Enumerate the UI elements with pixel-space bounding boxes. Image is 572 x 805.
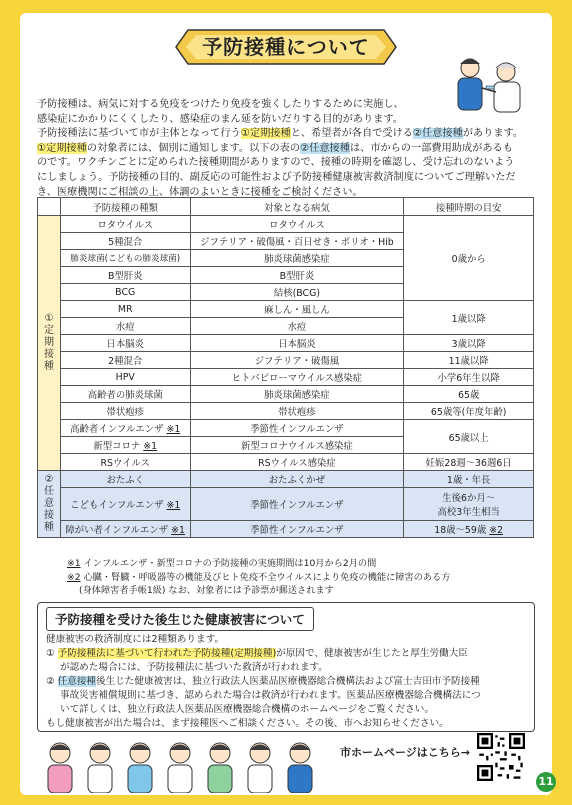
disease-cell: おたふくかぜ xyxy=(190,471,404,488)
group-label-text: ②任意接種 xyxy=(43,474,54,533)
damage-text: が原因で、健康被害が生じたと厚生労働大臣 xyxy=(276,648,468,659)
highlight-regular: ①定期接種 xyxy=(37,142,87,154)
timing-cell: 1歳以降 xyxy=(404,301,534,335)
table-header-row xyxy=(38,198,534,216)
vaccine-cell: HPV xyxy=(60,369,190,386)
damage-line xyxy=(46,633,530,647)
group-label-regular xyxy=(38,216,61,471)
disease-cell: 肺炎球菌感染症 xyxy=(190,250,404,267)
disease-cell: 季節性インフルエンザ xyxy=(190,521,404,538)
vaccine-cell: 5種混合 xyxy=(60,233,190,250)
table-header-blank xyxy=(38,198,61,216)
vaccine-name: 障がい者インフルエンザ xyxy=(65,525,169,536)
vaccine-cell: 高齢者の肺炎球菌 xyxy=(60,386,190,403)
disease-cell: ロタウイルス xyxy=(190,216,404,233)
note-mark: ※1 xyxy=(171,525,185,536)
highlight-regular: 予防接種法に基づいて行われた予防接種(定期接種) xyxy=(57,648,277,659)
intro-text-5: のです。ワクチンごとに定められた接種期間がありますので、接種の時期を確認し、受け忘れのないよう xyxy=(37,157,515,169)
intro-line xyxy=(37,113,537,128)
note-text: (身体障害者手帳1級) なお、対象者には予診票が郵送されます xyxy=(79,585,334,596)
table-notes xyxy=(67,557,537,598)
vaccine-cell: 水痘 xyxy=(60,318,190,335)
table-row xyxy=(38,471,534,488)
staff-figure xyxy=(168,743,192,793)
vaccine-name: 高齢者インフルエンザ xyxy=(70,424,164,435)
intro-text-1: 予防接種は、病気に対する免疫をつけたり免疫を強くしたりするために実施し、 xyxy=(37,99,404,110)
timing-value: 18歳～59歳 xyxy=(434,525,487,536)
intro-line xyxy=(37,98,537,113)
staff-figure xyxy=(288,743,312,793)
damage-text: 健康被害の救済制度には2種類あります。 xyxy=(46,634,225,645)
damage-text: 事故災害補償規則に基づき、認められた場合は救済が行われます。医薬品医療機器総合機構法につ xyxy=(60,690,481,701)
damage-number: ② xyxy=(46,676,58,687)
disease-cell: 水痘 xyxy=(190,318,404,335)
vaccine-cell: おたふく xyxy=(60,471,190,488)
timing-cell xyxy=(404,521,534,538)
disease-cell: B型肝炎 xyxy=(190,267,404,284)
page-title: 予防接種について xyxy=(202,35,370,59)
health-damage-body xyxy=(46,633,530,731)
page-number-badge: 11 xyxy=(536,772,556,792)
health-damage-box xyxy=(37,602,535,732)
vaccine-name: こどもインフルエンザ xyxy=(70,500,164,511)
vaccine-name: 新型コロナ xyxy=(93,441,141,452)
highlight-optional: ②任意接種 xyxy=(300,142,350,154)
table-row xyxy=(38,386,534,403)
note-mark: ※2 xyxy=(67,571,81,583)
intro-line xyxy=(37,156,537,171)
vaccine-cell xyxy=(60,420,190,437)
disease-cell: 新型コロナウイルス感染症 xyxy=(190,437,404,454)
vaccine-cell: 肺炎球菌(こどもの肺炎球菌) xyxy=(60,250,190,267)
staff-figure xyxy=(208,743,232,793)
disease-cell: 季節性インフルエンザ xyxy=(190,488,404,521)
damage-text: が認めた場合には、予防接種法に基づいた救済が行われます。 xyxy=(60,662,328,673)
table-row xyxy=(38,521,534,538)
table-header-timing: 接種時期の目安 xyxy=(404,198,534,216)
highlight-regular: ①定期接種 xyxy=(240,128,291,140)
intro-text xyxy=(37,98,537,200)
note-mark: ※1 xyxy=(166,500,181,511)
note-mark: ※2 xyxy=(489,525,504,536)
intro-text-4a: の対象者には、個別に通知します。以下の表の xyxy=(86,142,301,154)
timing-cell: 65歳等(年度年齢) xyxy=(404,403,534,420)
group-label-optional xyxy=(38,471,61,538)
damage-text: もし健康被害が出た場合は、まず接種医へご相談ください。その後、市へお知らせください。 xyxy=(46,718,449,729)
homepage-link-label[interactable]: 市ホームページはこちら→ xyxy=(340,746,470,759)
note-line xyxy=(67,584,537,598)
vaccine-cell xyxy=(60,437,190,454)
highlight-optional: ②任意接種 xyxy=(412,128,463,140)
timing-cell: 小学6年生以降 xyxy=(404,369,534,386)
intro-line xyxy=(37,171,537,186)
intro-line xyxy=(37,142,537,157)
damage-line xyxy=(46,717,530,731)
intro-text-3a: 予防接種法に基づいて市が主体となって行う xyxy=(37,128,241,140)
intro-text-3c: があります。 xyxy=(462,128,524,140)
note-text: 心臓・腎臓・呼吸器等の機能及びヒト免疫不全ウイルスにより免疫の機能に障害のある方 xyxy=(80,571,451,583)
table-row xyxy=(38,301,534,318)
disease-cell: ヒトパピローマウイルス感染症 xyxy=(190,369,404,386)
damage-text: いて詳しくは、独立行政法人医薬品医療機器総合機構のホームページをご覧ください。 xyxy=(60,704,434,715)
timing-cell: 3歳以降 xyxy=(404,335,534,352)
disease-cell: 帯状疱疹 xyxy=(190,403,404,420)
damage-number: ① xyxy=(46,648,58,659)
table-header-vaccine: 予防接種の種類 xyxy=(60,198,190,216)
damage-line xyxy=(46,703,530,717)
vaccine-cell: 帯状疱疹 xyxy=(60,403,190,420)
damage-line xyxy=(46,689,530,703)
intro-text-2: 感染症にかかりにくくしたり、感染症のまん延を防いだりする目的があります。 xyxy=(37,113,403,125)
highlight-optional: 任意接種 xyxy=(57,676,97,687)
timing-cell: 1歳・年長 xyxy=(404,471,534,488)
table-row xyxy=(38,335,534,352)
damage-text: 後生じた健康被害は、独立行政法人医薬品医療機器総合機構法および富士吉田市予防接種 xyxy=(96,676,480,687)
intro-text-7: き、医療機関にご相談の上、体調のよいときに接種をご検討ください。 xyxy=(37,186,363,198)
damage-line xyxy=(46,647,530,661)
vaccine-cell: BCG xyxy=(60,284,190,301)
timing-cell: 妊娠28週～36週6日 xyxy=(404,454,534,471)
table-row xyxy=(38,369,534,386)
timing-cell: 0歳から xyxy=(404,216,534,301)
table-row xyxy=(38,420,534,437)
disease-cell: 麻しん・風しん xyxy=(190,301,404,318)
disease-cell: ジフテリア・破傷風・百日せき・ポリオ・Hib xyxy=(190,233,404,250)
timing-line: 生後6か月～ xyxy=(442,493,496,504)
disease-cell: 肺炎球菌感染症 xyxy=(190,386,404,403)
vaccine-cell: 日本脳炎 xyxy=(60,335,190,352)
vaccine-cell: MR xyxy=(60,301,190,318)
staff-figure xyxy=(128,743,152,793)
intro-text-3b: と、希望者が各自で受ける xyxy=(290,128,413,140)
page-title-banner xyxy=(174,24,398,70)
disease-cell: 日本脳炎 xyxy=(190,335,404,352)
vaccine-cell xyxy=(60,488,190,521)
disease-cell: ジフテリア・破傷風 xyxy=(190,352,404,369)
table-row xyxy=(38,403,534,420)
table-row xyxy=(38,488,534,521)
note-mark: ※1 xyxy=(166,424,181,435)
damage-line xyxy=(46,661,530,675)
staff-figure xyxy=(88,743,112,793)
intro-line xyxy=(37,127,537,142)
intro-text-6: にしましょう。予防接種の目的、副反応の可能性および予防接種健康被害救済制度についてご理解いただ xyxy=(37,171,516,183)
intro-text-4b: は、市からの一部費用助成があるも xyxy=(349,142,513,154)
staff-figure xyxy=(248,743,272,793)
timing-line: 高校3年生相当 xyxy=(437,507,500,518)
timing-cell: 65歳以上 xyxy=(404,420,534,454)
note-mark: ※1 xyxy=(143,441,158,452)
vaccine-cell: 2種混合 xyxy=(60,352,190,369)
timing-cell: 11歳以降 xyxy=(404,352,534,369)
staff-figure xyxy=(48,743,72,793)
medical-staff-illustration xyxy=(38,737,338,793)
table-row xyxy=(38,352,534,369)
vaccine-cell: B型肝炎 xyxy=(60,267,190,284)
disease-cell: RSウイルス感染症 xyxy=(190,454,404,471)
timing-cell xyxy=(404,488,534,521)
vaccine-cell: RSウイルス xyxy=(60,454,190,471)
note-text: インフルエンザ・新型コロナの予防接種の実施期間は10月から2月の間 xyxy=(80,558,377,569)
damage-line xyxy=(46,675,530,689)
vaccine-cell xyxy=(60,521,190,538)
disease-cell: 季節性インフルエンザ xyxy=(190,420,404,437)
health-damage-title: 予防接種を受けた後生じた健康被害について xyxy=(46,607,314,631)
vaccine-table xyxy=(37,197,534,538)
table-row xyxy=(38,216,534,233)
disease-cell: 結核(BCG) xyxy=(190,284,404,301)
vaccine-cell: ロタウイルス xyxy=(60,216,190,233)
note-line xyxy=(67,557,537,571)
table-row xyxy=(38,454,534,471)
timing-cell: 65歳 xyxy=(404,386,534,403)
note-mark: ※1 xyxy=(67,558,81,569)
note-line xyxy=(67,571,537,585)
group-label-text: ①定期接種 xyxy=(43,313,54,372)
table-header-disease: 対象となる病気 xyxy=(190,198,404,216)
qr-code-icon[interactable] xyxy=(477,733,525,781)
